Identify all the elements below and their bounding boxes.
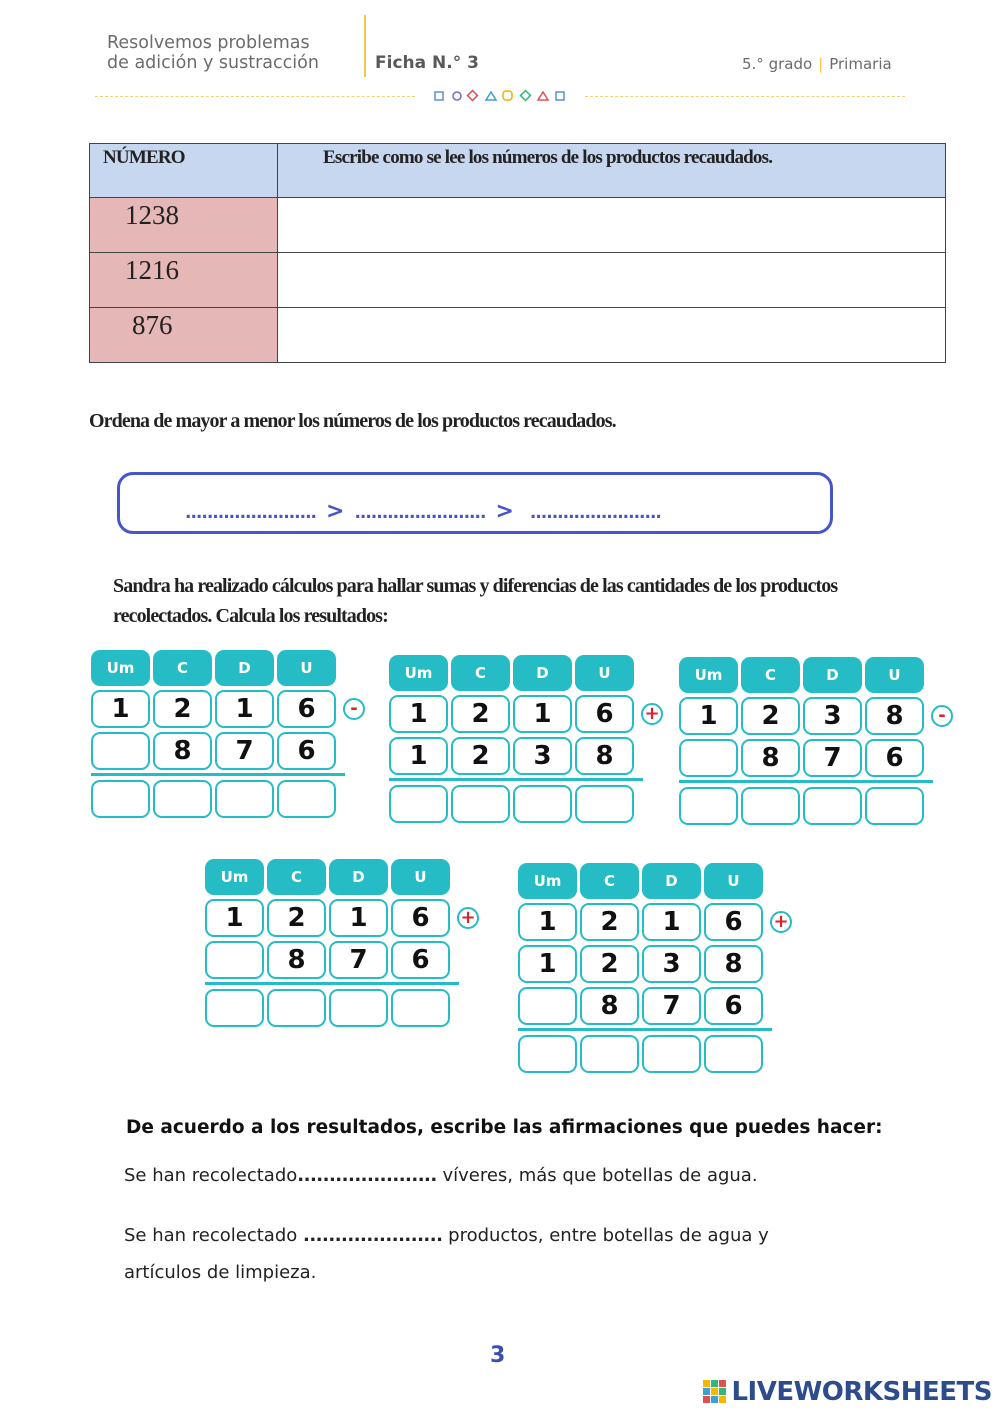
digit-cell: 8 xyxy=(267,941,326,979)
table-number: 1238 xyxy=(125,200,179,230)
digit-cell: 1 xyxy=(518,945,577,983)
result-row xyxy=(518,1035,788,1073)
table-header-reading xyxy=(278,144,946,198)
plus-icon: + xyxy=(457,907,479,929)
digit-cell: 1 xyxy=(642,903,701,941)
place-value-headers xyxy=(205,859,475,895)
digit-cell: 2 xyxy=(153,690,212,728)
minus-icon: - xyxy=(931,705,953,727)
place-value-header: D xyxy=(642,863,701,899)
result-input[interactable] xyxy=(215,780,274,818)
place-value-header: D xyxy=(803,657,862,693)
digit-cell: 6 xyxy=(704,903,763,941)
digit-cell: 6 xyxy=(575,695,634,733)
place-value-header: U xyxy=(575,655,634,691)
place-value-header: U xyxy=(865,657,924,693)
digit-cell: 8 xyxy=(153,732,212,770)
plus-icon: + xyxy=(641,703,663,725)
digit-cell: 1 xyxy=(91,690,150,728)
digit-cell: 8 xyxy=(865,697,924,735)
operand-row xyxy=(91,690,361,728)
topic-line-1: Resolvemos problemas xyxy=(107,33,310,53)
statement-2-blank[interactable]: ...................... xyxy=(303,1225,443,1246)
operand-row xyxy=(679,697,949,735)
result-input[interactable] xyxy=(389,785,448,823)
brand-text: LIVEWORKSHEETS xyxy=(731,1377,992,1407)
digit-cell: 2 xyxy=(580,903,639,941)
result-line xyxy=(679,780,933,783)
reading-answer-field-1[interactable] xyxy=(278,198,946,253)
calc-instruction xyxy=(113,571,837,631)
digit-cell: 1 xyxy=(389,695,448,733)
place-value-header: D xyxy=(215,650,274,686)
digit-cell: 1 xyxy=(329,899,388,937)
place-value-header: Um xyxy=(389,655,448,691)
operand-row xyxy=(205,941,475,979)
result-input[interactable] xyxy=(391,989,450,1027)
place-value-header: U xyxy=(277,650,336,686)
result-input[interactable] xyxy=(451,785,510,823)
digit-cell: 3 xyxy=(642,945,701,983)
order-instruction: Ordena de mayor a menor los números de los productos recaudados. xyxy=(89,410,616,432)
digit-cell: 1 xyxy=(215,690,274,728)
place-value-header: C xyxy=(153,650,212,686)
result-line xyxy=(389,778,643,781)
topic-title xyxy=(107,33,319,73)
digit-cell: 8 xyxy=(704,945,763,983)
statement-1-end: víveres, más que botellas de agua. xyxy=(436,1165,758,1186)
digit-cell: 2 xyxy=(451,695,510,733)
digit-cell: 1 xyxy=(513,695,572,733)
result-input[interactable] xyxy=(803,787,862,825)
operand-row xyxy=(518,945,788,983)
greater-than-symbol: > xyxy=(326,499,345,524)
header-dashed-line-left xyxy=(95,96,415,97)
header-divider xyxy=(364,15,366,77)
result-input[interactable] xyxy=(865,787,924,825)
result-input[interactable] xyxy=(518,1035,577,1073)
calc-instruction-line-1: Sandra ha realizado cálculos para hallar sumas y diferencias de las cantidades de los productos xyxy=(113,575,838,597)
digit-cell: 6 xyxy=(391,941,450,979)
result-input[interactable] xyxy=(741,787,800,825)
result-input[interactable] xyxy=(642,1035,701,1073)
table-number-cell xyxy=(90,308,278,363)
result-input[interactable] xyxy=(580,1035,639,1073)
place-value-header: U xyxy=(391,859,450,895)
result-input[interactable] xyxy=(91,780,150,818)
place-value-header: C xyxy=(267,859,326,895)
digit-cell: 7 xyxy=(215,732,274,770)
table-header-reading-text: Escribe como se lee los números de los productos recaudados. xyxy=(323,147,773,168)
digit-cell xyxy=(205,941,264,979)
table-number: 1216 xyxy=(125,255,179,285)
place-value-headers xyxy=(518,863,788,899)
digit-cell: 1 xyxy=(679,697,738,735)
digit-cell: 3 xyxy=(513,737,572,775)
header-dashed-line-right xyxy=(585,96,905,97)
place-value-headers xyxy=(91,650,361,686)
digit-cell: 1 xyxy=(205,899,264,937)
digit-cell: 6 xyxy=(277,732,336,770)
result-input[interactable] xyxy=(267,989,326,1027)
digit-cell: 8 xyxy=(580,987,639,1025)
digit-cell: 7 xyxy=(329,941,388,979)
digit-cell: 7 xyxy=(642,987,701,1025)
grade-label xyxy=(742,55,892,73)
digit-cell xyxy=(518,987,577,1025)
calc-instruction-line-2: recolectados. Calcula los resultados: xyxy=(113,605,388,627)
result-line xyxy=(91,773,345,776)
result-row xyxy=(679,787,949,825)
brand-logo xyxy=(703,1377,992,1407)
numbers-table xyxy=(89,143,946,363)
liveworksheets-logo-icon xyxy=(703,1380,727,1404)
operation-block xyxy=(518,863,788,1073)
digit-cell xyxy=(679,739,738,777)
place-value-header: D xyxy=(329,859,388,895)
digit-cell: 2 xyxy=(267,899,326,937)
digit-cell: 7 xyxy=(803,739,862,777)
grade-text: 5.° grado xyxy=(742,55,813,73)
minus-icon: - xyxy=(343,698,365,720)
operand-row xyxy=(518,987,788,1025)
statement-2-end: productos, entre botellas de agua y xyxy=(442,1225,769,1246)
order-blank-3[interactable]: ........................ xyxy=(529,503,661,523)
reading-answer-field-3[interactable] xyxy=(278,308,946,363)
operand-row xyxy=(518,903,788,941)
digit-cell: 2 xyxy=(451,737,510,775)
digit-cell: 3 xyxy=(803,697,862,735)
statement-1 xyxy=(124,1157,758,1194)
table-header-number xyxy=(90,144,278,198)
digit-cell: 6 xyxy=(865,739,924,777)
place-value-headers xyxy=(389,655,659,691)
topic-line-2: de adición y sustracción xyxy=(107,53,319,73)
result-input[interactable] xyxy=(679,787,738,825)
plus-icon: + xyxy=(770,911,792,933)
place-value-header: C xyxy=(741,657,800,693)
table-header-number-text: NÚMERO xyxy=(103,147,185,168)
digit-cell: 2 xyxy=(741,697,800,735)
grade-separator: | xyxy=(818,55,824,73)
result-input[interactable] xyxy=(153,780,212,818)
digit-cell: 6 xyxy=(704,987,763,1025)
statement-2-line-2: artículos de limpieza. xyxy=(124,1262,317,1283)
digit-cell: 8 xyxy=(741,739,800,777)
statement-2 xyxy=(124,1217,769,1291)
decorative-shapes-icon xyxy=(433,89,573,103)
page-number: 3 xyxy=(490,1343,506,1368)
greater-than-symbol: > xyxy=(495,499,514,524)
place-value-header: Um xyxy=(91,650,150,686)
result-input[interactable] xyxy=(329,989,388,1027)
reading-answer-field-2[interactable] xyxy=(278,253,946,308)
digit-cell: 2 xyxy=(580,945,639,983)
order-blank-1[interactable]: ........................ xyxy=(185,503,316,523)
place-value-header: C xyxy=(451,655,510,691)
operand-row xyxy=(679,739,949,777)
table-number-cell xyxy=(90,198,278,253)
ficha-label: Ficha N.° 3 xyxy=(375,53,479,73)
result-row xyxy=(205,989,475,1027)
result-input[interactable] xyxy=(277,780,336,818)
place-value-headers xyxy=(679,657,949,693)
table-number: 876 xyxy=(132,310,173,340)
operand-row xyxy=(205,899,475,937)
result-row xyxy=(91,780,361,818)
result-input[interactable] xyxy=(704,1035,763,1073)
operand-row xyxy=(389,695,659,733)
result-input[interactable] xyxy=(205,989,264,1027)
result-row xyxy=(389,785,659,823)
result-line xyxy=(518,1028,772,1031)
operation-block xyxy=(679,657,949,825)
statements-title: De acuerdo a los resultados, escribe las afirmaciones que puedes hacer: xyxy=(126,1117,883,1138)
operation-block xyxy=(389,655,659,823)
result-input[interactable] xyxy=(575,785,634,823)
table-number-cell xyxy=(90,253,278,308)
result-input[interactable] xyxy=(513,785,572,823)
digit-cell: 6 xyxy=(391,899,450,937)
operation-block xyxy=(205,859,475,1027)
level-text: Primaria xyxy=(829,55,892,73)
order-blank-2[interactable]: ........................ xyxy=(354,503,486,523)
operand-row xyxy=(91,732,361,770)
operand-row xyxy=(389,737,659,775)
statement-2-start: Se han recolectado xyxy=(124,1225,303,1246)
operation-block xyxy=(91,650,361,818)
digit-cell: 1 xyxy=(389,737,448,775)
place-value-header: C xyxy=(580,863,639,899)
place-value-header: Um xyxy=(679,657,738,693)
digit-cell: 8 xyxy=(575,737,634,775)
place-value-header: D xyxy=(513,655,572,691)
place-value-header: Um xyxy=(518,863,577,899)
order-row xyxy=(185,499,661,524)
place-value-header: Um xyxy=(205,859,264,895)
statement-1-start: Se han recolectado xyxy=(124,1165,298,1186)
digit-cell xyxy=(91,732,150,770)
result-line xyxy=(205,982,459,985)
digit-cell: 1 xyxy=(518,903,577,941)
place-value-header: U xyxy=(704,863,763,899)
digit-cell: 6 xyxy=(277,690,336,728)
statement-1-blank[interactable]: ...................... xyxy=(297,1165,437,1186)
